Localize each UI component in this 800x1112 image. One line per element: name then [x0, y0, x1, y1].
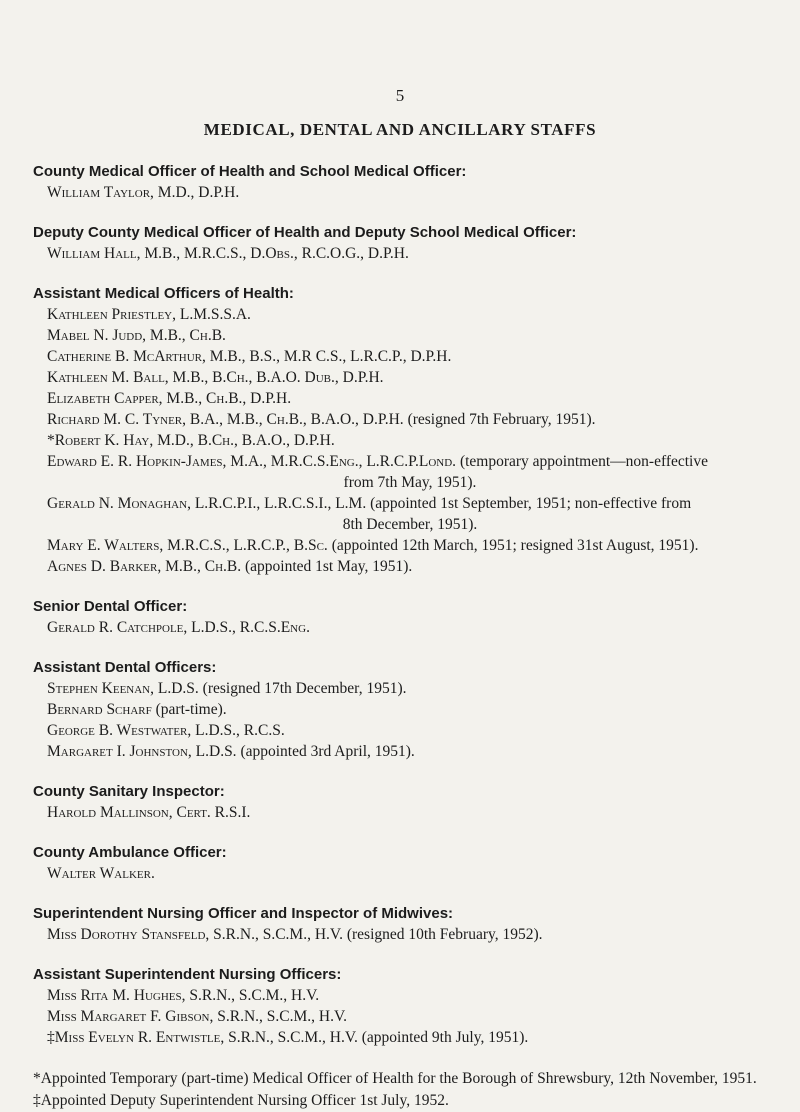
staff-name: Edward E. R. Hopkin-James, M.A., M.R.C.S.Eng., L.R.C.P.Lond.	[47, 453, 457, 470]
footnote-marker: *	[47, 432, 55, 449]
staff-entry	[47, 863, 773, 884]
staff-entry	[47, 678, 773, 699]
staff-note: (appointed 9th July, 1951).	[361, 1029, 529, 1046]
staff-note: (resigned 17th December, 1951).	[202, 680, 407, 697]
staff-entry	[47, 720, 773, 741]
staff-entry	[47, 556, 773, 577]
section	[33, 162, 773, 203]
staff-name: Agnes D. Barker, M.B., Ch.B.	[47, 558, 242, 575]
staff-entry	[47, 802, 773, 823]
staff-entry	[47, 699, 773, 720]
staff-entry	[47, 325, 773, 346]
staff-name: Miss Evelyn R. Entwistle, S.R.N., S.C.M., H.V.	[54, 1029, 358, 1046]
staff-name: Stephen Keenan, L.D.S.	[47, 680, 199, 697]
staff-note: (appointed 12th March, 1951; resigned 31st August, 1951).	[331, 537, 699, 554]
section-heading: Superintendent Nursing Officer and Inspector of Midwives:	[33, 905, 454, 922]
section	[33, 658, 773, 762]
section-heading: Senior Dental Officer:	[33, 598, 188, 615]
footnote-marker: ‡	[47, 1029, 55, 1046]
section	[33, 223, 773, 264]
section-heading: Assistant Medical Officers of Health:	[33, 285, 294, 302]
staff-note: (temporary appointment—non-effective	[459, 453, 708, 470]
staff-name: Margaret I. Johnston, L.D.S.	[47, 743, 237, 760]
footnote: *Appointed Temporary (part-time) Medical Officer of Health for the Borough of Shrewsbury, 12th November, 1951.	[33, 1070, 757, 1087]
staff-entry	[47, 243, 773, 264]
staff-entry	[47, 1027, 773, 1048]
staff-entry	[47, 409, 773, 430]
staff-name: Miss Rita M. Hughes, S.R.N., S.C.M., H.V.	[47, 987, 320, 1004]
staff-note: (appointed 1st September, 1951; non-effective from	[370, 495, 692, 512]
staff-name: Kathleen M. Ball, M.B., B.Ch., B.A.O. Dub., D.P.H.	[47, 369, 384, 386]
section	[33, 597, 773, 638]
document-body	[33, 162, 773, 1112]
staff-name: Bernard Scharf	[47, 701, 152, 718]
staff-entry	[47, 617, 773, 638]
staff-entry	[47, 388, 773, 409]
staff-entry	[47, 304, 773, 325]
staff-note: (resigned 10th February, 1952).	[346, 926, 543, 943]
section	[33, 904, 773, 945]
footnote: ‡Appointed Deputy Superintendent Nursing Officer 1st July, 1952.	[33, 1092, 449, 1109]
section-heading: County Medical Officer of Health and School Medical Officer:	[33, 163, 467, 180]
staff-entry	[47, 741, 773, 762]
staff-name: William Hall, M.B., M.R.C.S., D.Obs., R.C.O.G., D.P.H.	[47, 245, 409, 262]
staff-name: Richard M. C. Tyner, B.A., M.B., Ch.B., B.A.O., D.P.H.	[47, 411, 404, 428]
staff-name: Robert K. Hay, M.D., B.Ch., B.A.O., D.P.H.	[54, 432, 335, 449]
staff-note: (resigned 7th February, 1951).	[407, 411, 596, 428]
staff-entry	[47, 1006, 773, 1027]
staff-name: Elizabeth Capper, M.B., Ch.B., D.P.H.	[47, 390, 292, 407]
staff-entry	[47, 367, 773, 388]
staff-name: Catherine B. McArthur, M.B., B.S., M.R C.S., L.R.C.P., D.P.H.	[47, 348, 452, 365]
staff-name: Gerald N. Monaghan, L.R.C.P.I., L.R.C.S.I., L.M.	[47, 495, 367, 512]
staff-note-continuation: from 7th May, 1951).	[343, 474, 477, 491]
section	[33, 284, 773, 577]
staff-name: Miss Dorothy Stansfeld, S.R.N., S.C.M., H.V.	[47, 926, 343, 943]
section-heading: Assistant Dental Officers:	[33, 659, 217, 676]
section	[33, 843, 773, 884]
staff-note: (part-time).	[155, 701, 227, 718]
page-number: 5	[395, 86, 405, 105]
section-heading: County Sanitary Inspector:	[33, 783, 225, 800]
staff-name: William Taylor, M.D., D.P.H.	[47, 184, 240, 201]
staff-name: Kathleen Priestley, L.M.S.S.A.	[47, 306, 251, 323]
staff-entry	[47, 985, 773, 1006]
staff-entry	[47, 493, 773, 535]
section-heading: Assistant Superintendent Nursing Officers:	[33, 966, 342, 983]
section-heading: Deputy County Medical Officer of Health and Deputy School Medical Officer:	[33, 224, 577, 241]
staff-name: George B. Westwater, L.D.S., R.C.S.	[47, 722, 285, 739]
staff-name: Mary E. Walters, M.R.C.S., L.R.C.P., B.Sc.	[47, 537, 328, 554]
footnotes	[33, 1068, 773, 1112]
page-title: MEDICAL, DENTAL AND ANCILLARY STAFFS	[203, 120, 597, 139]
section	[33, 965, 773, 1048]
staff-note: (appointed 1st May, 1951).	[244, 558, 413, 575]
section	[33, 782, 773, 823]
staff-entry	[47, 535, 773, 556]
section-heading: County Ambulance Officer:	[33, 844, 227, 861]
staff-note: (appointed 3rd April, 1951).	[240, 743, 415, 760]
staff-name: Harold Mallinson, Cert. R.S.I.	[47, 804, 251, 821]
staff-entry	[47, 182, 773, 203]
staff-note-continuation: 8th December, 1951).	[342, 516, 478, 533]
staff-entry	[47, 451, 773, 493]
staff-entry	[47, 924, 773, 945]
staff-name: Gerald R. Catchpole, L.D.S., R.C.S.Eng.	[47, 619, 310, 636]
staff-entry	[47, 346, 773, 367]
staff-entry	[47, 430, 773, 451]
staff-name: Miss Margaret F. Gibson, S.R.N., S.C.M., H.V.	[47, 1008, 348, 1025]
staff-name: Mabel N. Judd, M.B., Ch.B.	[47, 327, 226, 344]
staff-name: Walter Walker.	[47, 865, 155, 882]
